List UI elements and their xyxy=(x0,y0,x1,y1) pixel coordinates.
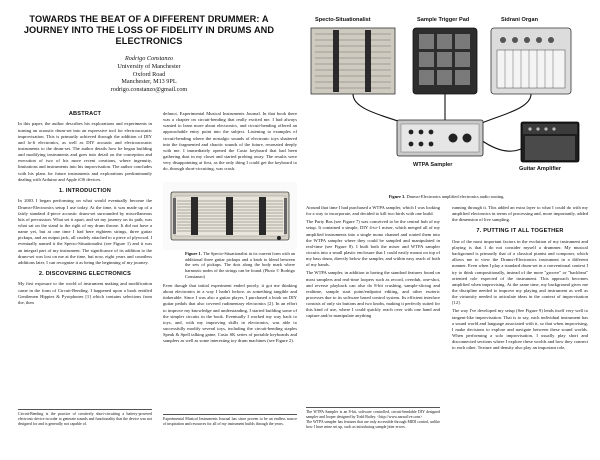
label-specto-situationalist: Specto-Situationalist xyxy=(315,17,371,23)
footnotes-3 xyxy=(306,407,440,430)
column-1 xyxy=(18,111,152,308)
figure-1-caption-label: Figure 1. xyxy=(185,251,202,256)
column-2-top xyxy=(163,111,297,174)
author-affiliation: University of Manchester xyxy=(117,62,181,70)
footnote-2-text: Experimental Musical Instruments Journal has since proven to be an endless source of inspiration and resources for all of my instrument builds through the years. xyxy=(163,417,297,427)
introduction-text: In 2003 I began performing on what would eventually become the Drums+Electronics setup I use today. At the time, it was made up of a fairly standard 4-piece acoustic drum-set surrounded by miscellaneous bits of percussion. What set it apart, and set my journey on its path, was what sat on the stand to the right of my drum throne. It did not have a name yet, but at one time I had here eighteen strings, three guitar pickups, and an output jack, all crudely attached to a piece of plywood. I eventually named it the Specto-Situationalist (see Figure 1) and it was an integral part of my instrument. The significance of its addition to the drum-set was lost on me at the time, but now, eight years and countless additions later, I can recognize it as being the beginning of my journey. xyxy=(18,198,152,265)
abstract-heading: ABSTRACT xyxy=(68,111,102,117)
footnote-1-text: Circuit-Bending is the practice of creatively short-circuiting a battery-powered electronic device in order to generate sounds and functionality that the device was not designed for and is generally not capable of. xyxy=(18,412,152,427)
author-email: rodrigo.constanzo@gmail.com xyxy=(110,86,188,93)
author-city: Manchester, M13 9PL xyxy=(121,78,177,86)
column-2-bottom-text: Even though that initial experiment ended poorly, it got me thinking about electronics in a way I hadn't before, as something tangible and tinkerable. Since I was also a guitar player, I purchased a book on DIY guitar pedals that also covered rudimentary electronics [2]. In an effort to improve my knowledge and understanding, I started building some of the simpler circuits in the book. Eventually I worked my way back to toys, and, with my improving skills in electronics, was able to successfully modify several toys, including the circuit-bending staples Speak & Spell talking game, Casio SK series of portable keyboards and samplers as well as some interesting toy drum machines (see Figure 2). xyxy=(163,283,297,344)
paper-title: TOWARDS THE BEAT OF A DIFFERENT DRUMMER: A JOURNEY INTO THE LOSS OF FIDELITY IN DRUMS AND ELECTRONICS xyxy=(23,14,275,47)
column-3-text-1: Around that time I had purchased a WTPA sampler, which I was looking for a way to incorporate, and decided to kill two birds with one build. xyxy=(306,205,440,217)
footnote-2 xyxy=(163,414,297,427)
footnote-3-text: The WTPA Sampler is an 8-bit, software controlled, circuit-bendable DIY designed sampler and looper designed by Todd Bailey. <http://www.narrat1ve.com> xyxy=(306,410,440,420)
column-4-text-1: running through it. This added an extra layer to what I could do with my amplified electronics in terms of processing and, more importantly, added the dimension of live sampling. xyxy=(452,205,588,223)
footnote-4-text: The WTPA sampler has features that are only accessible through MIDI control, unlike how I have mine set up, such as introducing sample jitter errors. xyxy=(306,420,440,430)
label-sidrani-organ: Sidrani Organ xyxy=(501,17,538,23)
abstract-text: In this paper, the author describes his explorations and experiments in turning an acoustic drum-set into an expressive tool for electroacoustic improvisation. This is primarily achieved through the addition of DIY and lo-fi electronics, as well as DIY acoustic and electroacoustic instruments to the drum-set. The author details how he began building and modifying instruments and goes into detail on the conception and execution of two of his more recent creations, where ingenuity, limitations and instruments into his improvisation. The author concludes with his plans for future instruments and explorations predominantly dealing with Arduino and Apple iOS devices. xyxy=(18,121,152,182)
figure-3-caption xyxy=(305,194,588,200)
figure-1-caption-text: The Specto-Situationalist in its current form with an additional three guitar pickups and a knob to blend between the sets of pickups. The dots along the body mark where harmonic nodes of the strings can be found. (Photo © Rodrigo Constanzo) xyxy=(185,251,295,279)
figure-1-caption xyxy=(185,251,295,280)
putting-it-together-heading: 7. PUTTING IT ALL TOGETHER xyxy=(476,228,564,235)
figure-3-caption-text: Drums+Electronics amplified electronics audio routing. xyxy=(406,194,505,199)
column-3 xyxy=(306,205,440,322)
column-2-bottom xyxy=(163,283,297,346)
putting-it-together-text-1: One of the most important factors in the evolution of my instrument and playing is that I do not consider myself a drummer. My musical background is primarily that of a classical pianist and composer, which allows me to view the Drums+Electronics instrument in a different manner. Even when I play a standard drum-set in a conventional context I try to think compositionally, instead of the more "groove" or "backbeat" oriented role expected of the instrument. This approach becomes amplified when improvising. At the same time, my background gives me the discipline needed to improve my playing and instrument as well as the virtuosity needed to articulate ideas in the context of improvisation [12]. xyxy=(452,238,588,306)
author-block xyxy=(18,55,280,94)
label-guitar-amplifier: Guitar Amplifier xyxy=(519,166,562,172)
author-name: Rodrigo Constanzo xyxy=(125,55,173,62)
column-2-top-text: defunct, Experimental Musical Instruments Journal. In that book there was a chapter on circuit-bending that really excited me. I had always wanted to learn more about electronics, and circuit-bending offered an approachable entry point into the subject. Listening to examples of circuit-bending where the nostalgic sounds of electronic toys shattered into the fragmented and chaotic sounds of the future, resonated deeply with me. I immediately opened the Casio keyboard that had been gathering dust in my closet and started probing away. The results were very disappointing at first, as the only thing I could get the keyboard to do, through short-circuiting, was crash. xyxy=(163,111,297,172)
introduction-heading: 1. INTRODUCTION xyxy=(58,187,112,194)
column-3-text-3: The WTPA sampler, in addition to having the standard features found on most samplers and real-time loopers such as record, overdub, one-shot, and reverse playback can also do 8-bit crushing, sample-slicing and realtime, sample start point/endpoint editing, and other esoteric processes due to its software based control system. Its efficient interface consists of only six buttons and two knobs, making it perfectly suited for this kind of use, where I could quickly reach over with one hand and capture and/or manipulate anything xyxy=(306,270,440,319)
column-4 xyxy=(452,205,588,353)
discovering-electronics-text: My first exposure to the world of instrument making and modification came in the form of Circuit-Bending. I happened upon a book entitled Gentlemen Hippies & Pyrophones [1] which contains selections from the, then xyxy=(18,281,152,305)
footnote-1 xyxy=(18,409,152,427)
column-3-text-2: The Party Bus (see Figure 7) was conceived to be the central hub of my setup. It contained a simple, DIY 4-to-1 mixer, which merged all of my amplified instruments into a single mono channel and routed them into the WTPA sampler where they could be sampled and manipulated in real-time (see Figure 8). I built both the mixer and WTPA sampler circuits into a small plastic enclosure that I could easily mount on top of my bass drum, directly below the sampler, and within easy reach of both of my hands. xyxy=(306,219,440,268)
discovering-electronics-heading: 2. DISCOVERING ELECTRONICS xyxy=(38,270,132,277)
label-wtpa-sampler: WTPA Sampler xyxy=(413,162,453,168)
putting-it-together-text-2: The way I've developed my setup (See Figure 9) lends itself very well to tangent-like improvisation. That is to say, each individual instrument has a sound world and language associated with it, so that when improvising, I make decisions to explore and navigate between these sound worlds. When performing a solo improvisation, I usually play short and disconnected sections where I explore these worlds and how they connect to each other. Texture and density also play an important role, xyxy=(452,308,588,351)
label-sample-trigger-pad: Sample Trigger Pad xyxy=(417,17,470,23)
figure-3-caption-label: Figure 3. xyxy=(388,194,406,199)
figure-1-specto-situationalist xyxy=(163,182,297,250)
author-street: Oxford Road xyxy=(132,70,166,78)
figure-routing-diagram xyxy=(305,14,588,192)
